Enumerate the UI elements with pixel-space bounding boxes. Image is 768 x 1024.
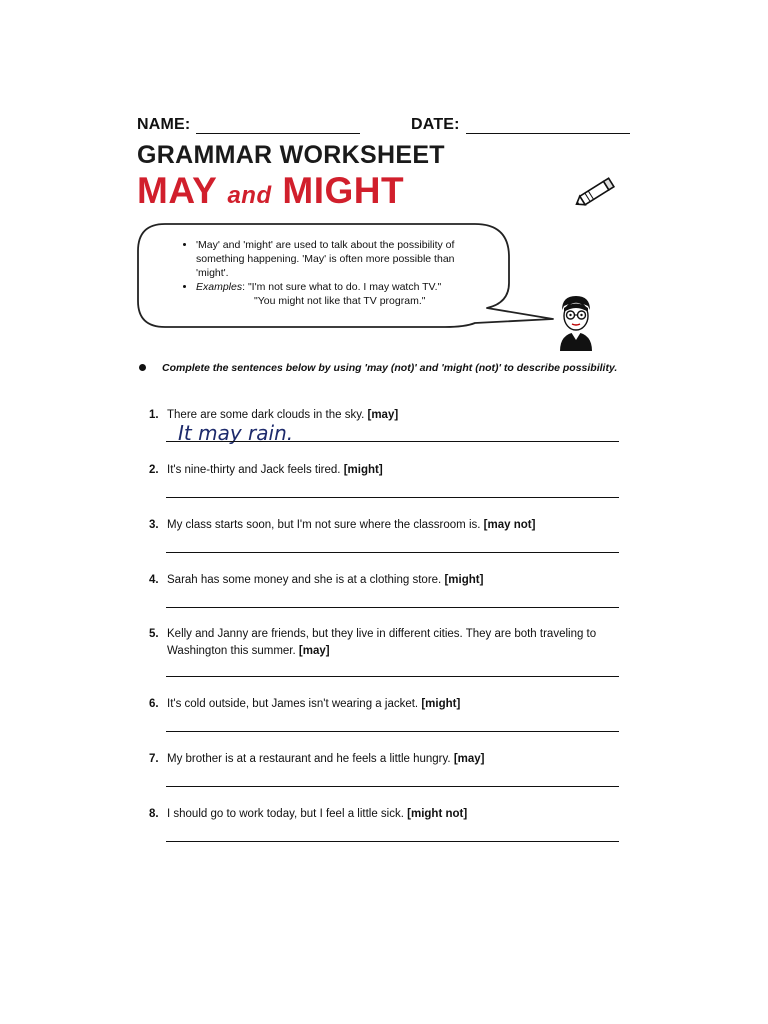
- student-avatar-icon: [556, 294, 596, 352]
- answer-line-6[interactable]: [166, 731, 619, 732]
- question-text: Kelly and Janny are friends, but they live in different cities. They are both traveling to Washington this summer.: [167, 628, 597, 657]
- question-text: Sarah has some money and she is at a clothing store.: [167, 574, 442, 586]
- question-hint: [might]: [421, 698, 461, 710]
- question-3: [149, 517, 619, 534]
- question-text: My class starts soon, but I'm not sure where the classroom is.: [167, 519, 481, 531]
- date-label: DATE:: [411, 116, 460, 133]
- question-hint: [might not]: [407, 808, 468, 820]
- example-1: : "I'm not sure what to do. I may watch TV.": [242, 281, 442, 293]
- worksheet-title: GRAMMAR WORKSHEET: [137, 141, 445, 169]
- question-7: [149, 751, 619, 768]
- question-5: [149, 626, 619, 660]
- topic-may: MAY: [137, 170, 217, 211]
- name-label: NAME:: [137, 116, 191, 133]
- instruction: [139, 362, 617, 374]
- answer-line-5[interactable]: [166, 676, 619, 677]
- question-number: 8.: [149, 808, 159, 820]
- topic-and: and: [227, 182, 272, 209]
- question-number: 6.: [149, 698, 159, 710]
- question-text: It's cold outside, but James isn't wearing a jacket.: [167, 698, 419, 710]
- answer-handwritten: It may rain.: [178, 421, 294, 445]
- question-hint: [may]: [453, 753, 485, 765]
- name-blank[interactable]: [196, 119, 360, 134]
- answer-line-4[interactable]: [166, 607, 619, 608]
- answer-line-7[interactable]: [166, 786, 619, 787]
- date-field: [411, 116, 630, 134]
- question-6: [149, 696, 619, 713]
- question-hint: [might]: [343, 464, 383, 476]
- question-hint: [may not]: [483, 519, 536, 531]
- question-text: There are some dark clouds in the sky.: [167, 409, 365, 421]
- question-number: 2.: [149, 464, 159, 476]
- answer-line-8[interactable]: [166, 841, 619, 842]
- question-number: 1.: [149, 409, 159, 421]
- topic-might: MIGHT: [282, 170, 405, 211]
- question-hint: [may]: [367, 409, 399, 421]
- date-blank[interactable]: [466, 119, 630, 134]
- question-number: 5.: [149, 628, 159, 640]
- question-hint: [might]: [444, 574, 484, 586]
- answer-line-1[interactable]: [166, 441, 619, 442]
- example-2: "You might not like that TV program.": [254, 295, 426, 307]
- question-hint: [may]: [298, 645, 330, 657]
- answer-line-3[interactable]: [166, 552, 619, 553]
- question-text: I should go to work today, but I feel a little sick.: [167, 808, 404, 820]
- question-text: My brother is at a restaurant and he feels a little hungry.: [167, 753, 451, 765]
- question-8: [149, 806, 619, 823]
- question-number: 3.: [149, 519, 159, 531]
- explanation-box: [178, 238, 488, 308]
- question-text: It's nine-thirty and Jack feels tired.: [167, 464, 341, 476]
- question-2: [149, 462, 619, 479]
- question-number: 4.: [149, 574, 159, 586]
- bullet-icon: [139, 364, 146, 371]
- instruction-text: Complete the sentences below by using 'may (not)' and 'might (not)' to describe possibility.: [162, 362, 618, 374]
- question-4: [149, 572, 619, 589]
- examples-point: [196, 280, 488, 308]
- answer-line-2[interactable]: [166, 497, 619, 498]
- explanation-point: • 'May' and 'might' are used to talk about the possibility of something happening. 'May' is often more possible than 'might'.: [196, 238, 488, 280]
- examples-label: Examples: [196, 281, 243, 293]
- worksheet-topic: [137, 170, 404, 212]
- pencil-icon: [572, 174, 620, 210]
- question-number: 7.: [149, 753, 159, 765]
- name-field: [137, 116, 360, 134]
